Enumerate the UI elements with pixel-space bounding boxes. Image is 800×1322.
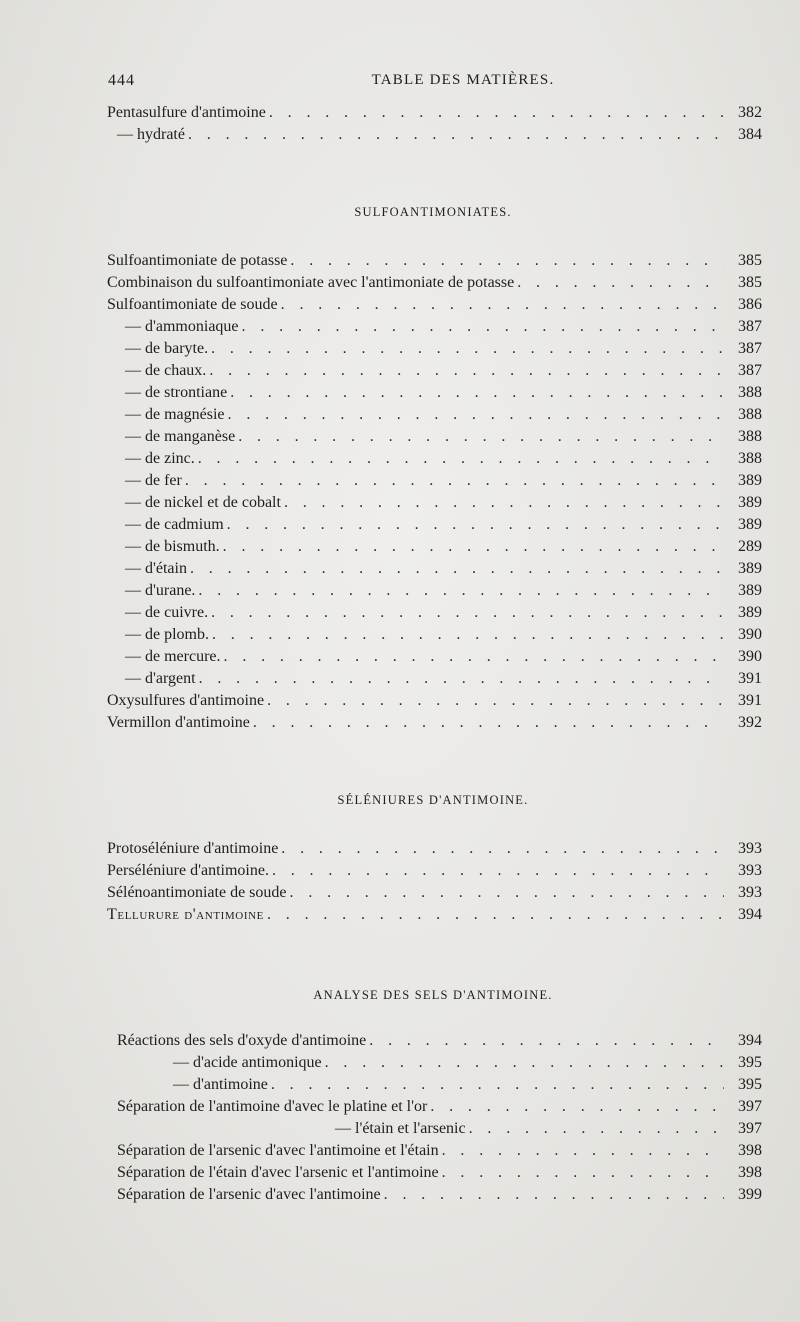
dot-leader <box>195 580 724 602</box>
toc-entry-label: — de magnésie <box>125 406 225 423</box>
toc-entry-page-number: 393 <box>738 840 762 857</box>
toc-entry <box>0 1118 762 1140</box>
toc-entry <box>0 102 762 124</box>
toc-entry-label: — de chaux. <box>125 362 207 379</box>
toc-list-sulfoantimoniates <box>0 250 800 734</box>
dot-leader <box>208 338 724 360</box>
toc-entry <box>0 514 762 536</box>
dot-leader <box>225 404 724 426</box>
toc-entry-page-number: 388 <box>738 406 762 423</box>
toc-entry-label: Séparation de l'arsenic d'avec l'antimoine <box>117 1186 381 1203</box>
toc-entry-label: — hydraté <box>117 126 185 143</box>
toc-entry-label: Sulfoantimoniate de soude <box>107 296 278 313</box>
toc-list-seleniures <box>0 838 800 926</box>
toc-entry <box>0 646 762 668</box>
toc-entry-page-number: 390 <box>738 648 762 665</box>
toc-entry-page-number: 394 <box>738 906 762 923</box>
toc-entry-label: — de manganèse <box>125 428 236 445</box>
toc-entry-label: — de cuivre. <box>125 604 209 621</box>
toc-entry <box>0 668 762 690</box>
toc-entry-label: Protoséléniure d'antimoine <box>107 840 279 857</box>
toc-entry-page-number: 389 <box>738 472 762 489</box>
toc-entry-label: Oxysulfures d'antimoine <box>107 692 265 709</box>
running-title: TABLE DES MATIÈRES. <box>371 72 555 88</box>
toc-entry-page-number: 385 <box>738 252 762 269</box>
toc-entry-page-number: 390 <box>738 626 762 643</box>
toc-entry <box>0 712 762 734</box>
toc-entry <box>0 124 762 146</box>
toc-entry-label: — de plomb. <box>125 626 209 643</box>
dot-leader <box>466 1118 724 1140</box>
toc-entry-label: Réactions des sels d'oxyde d'antimoine <box>117 1032 367 1049</box>
toc-entry-page-number: 398 <box>738 1164 762 1181</box>
toc-entry-page-number: 391 <box>738 670 762 687</box>
dot-leader <box>287 882 724 904</box>
dot-leader <box>278 838 724 860</box>
section-title-seleniures: SÉLÉNIURES D'ANTIMOINE. <box>337 793 529 807</box>
toc-entry <box>0 838 762 860</box>
dot-leader <box>235 426 724 448</box>
toc-entry <box>0 1096 762 1118</box>
section-title-sulfoantimoniates: SULFOANTIMONIATES. <box>354 205 512 219</box>
dot-leader <box>250 712 724 734</box>
toc-entry-label: — de baryte. <box>125 340 209 357</box>
toc-entry-page-number: 388 <box>738 384 762 401</box>
dot-leader <box>206 360 724 382</box>
toc-entry <box>0 580 762 602</box>
dot-leader <box>287 250 724 272</box>
page-header <box>108 72 758 94</box>
toc-entry-label: — de mercure. <box>125 648 221 665</box>
dot-leader <box>264 904 724 926</box>
dot-leader <box>439 1140 724 1162</box>
dot-leader <box>278 294 724 316</box>
dot-leader <box>381 1184 724 1206</box>
toc-entry <box>0 316 762 338</box>
toc-entry <box>0 1074 762 1096</box>
dot-leader <box>514 272 724 294</box>
toc-entry <box>0 294 762 316</box>
toc-entry-label: — d'antimoine <box>173 1076 268 1093</box>
toc-entry-label: — de cadmium <box>125 516 224 533</box>
toc-entry-page-number: 389 <box>738 494 762 511</box>
toc-entry-label: — d'ammoniaque <box>125 318 239 335</box>
dot-leader <box>221 646 724 668</box>
toc-entry <box>0 492 762 514</box>
toc-entry-page-number: 389 <box>738 604 762 621</box>
toc-entry <box>0 1140 762 1162</box>
dot-leader <box>322 1052 724 1074</box>
toc-entry-label: — l'étain et l'arsenic <box>335 1120 466 1137</box>
toc-entry-label: Séparation de l'arsenic d'avec l'antimoine et l'étain <box>117 1142 439 1159</box>
toc-entry <box>0 1052 762 1074</box>
dot-leader <box>427 1096 724 1118</box>
toc-entry <box>0 404 762 426</box>
dot-leader <box>196 668 724 690</box>
toc-entry <box>0 1030 762 1052</box>
toc-entry-label: Séparation de l'antimoine d'avec le platine et l'or <box>117 1098 428 1115</box>
toc-entry-label: — d'étain <box>125 560 187 577</box>
toc-entry-page-number: 382 <box>738 104 762 121</box>
dot-leader <box>266 102 724 124</box>
dot-leader <box>208 602 724 624</box>
toc-entry <box>0 558 762 580</box>
dot-leader <box>264 690 724 712</box>
toc-entry-page-number: 392 <box>738 714 762 731</box>
toc-entry <box>0 690 762 712</box>
section-title-analyse: ANALYSE DES SELS D'ANTIMOINE. <box>313 988 553 1002</box>
dot-leader <box>195 448 724 470</box>
toc-entry-page-number: 397 <box>738 1098 762 1115</box>
toc-entry-label: — de zinc. <box>125 450 195 467</box>
toc-entry <box>0 382 762 404</box>
toc-entry <box>0 1184 762 1206</box>
toc-entry-page-number: 388 <box>738 428 762 445</box>
toc-entry-label: Combinaison du sulfoantimoniate avec l'antimoniate de potasse <box>107 274 515 291</box>
toc-entry-label: — de fer <box>125 472 182 489</box>
toc-entry-page-number: 388 <box>738 450 762 467</box>
toc-entry-page-number: 393 <box>738 862 762 879</box>
toc-entry-label: — d'argent <box>125 670 196 687</box>
toc-entry <box>0 360 762 382</box>
toc-entry <box>0 470 762 492</box>
toc-entry-page-number: 389 <box>738 516 762 533</box>
toc-entry-page-number: 393 <box>738 884 762 901</box>
toc-entry-label: Sulfoantimoniate de potasse <box>107 252 288 269</box>
toc-entry <box>0 624 762 646</box>
toc-entry-page-number: 398 <box>738 1142 762 1159</box>
toc-entry-page-number: 384 <box>738 126 762 143</box>
dot-leader <box>182 470 724 492</box>
toc-entry-page-number: 289 <box>738 538 762 555</box>
dot-leader <box>439 1162 724 1184</box>
toc-entry-label: — d'acide antimonique <box>173 1054 322 1071</box>
dot-leader <box>281 492 724 514</box>
toc-entry-page-number: 385 <box>738 274 762 291</box>
toc-entry-page-number: 395 <box>738 1054 762 1071</box>
toc-entry-label: Vermillon d'antimoine <box>107 714 250 731</box>
toc-entry <box>0 1162 762 1184</box>
dot-leader <box>239 316 724 338</box>
toc-entry-label: Sélénoantimoniate de soude <box>107 884 287 901</box>
toc-entry-page-number: 394 <box>738 1032 762 1049</box>
toc-entry <box>0 536 762 558</box>
toc-entry-page-number: 387 <box>738 340 762 357</box>
toc-entry-page-number: 386 <box>738 296 762 313</box>
toc-list-analyse <box>0 1030 800 1206</box>
dot-leader <box>187 558 724 580</box>
dot-leader <box>209 624 724 646</box>
toc-entry-label: — de strontiane <box>125 384 228 401</box>
dot-leader <box>185 124 724 146</box>
toc-entry-label: Tellurure d'antimoine <box>107 906 264 923</box>
toc-entry-page-number: 399 <box>738 1186 762 1203</box>
toc-entry <box>0 448 762 470</box>
dot-leader <box>269 860 724 882</box>
dot-leader <box>224 514 724 536</box>
toc-entry-page-number: 387 <box>738 318 762 335</box>
toc-entry <box>0 250 762 272</box>
toc-entry-page-number: 387 <box>738 362 762 379</box>
toc-entry-page-number: 389 <box>738 560 762 577</box>
toc-entry-label: — de bismuth. <box>125 538 220 555</box>
toc-entry-page-number: 389 <box>738 582 762 599</box>
dot-leader <box>366 1030 724 1052</box>
dot-leader <box>220 536 724 558</box>
dot-leader <box>268 1074 724 1096</box>
toc-entry <box>0 272 762 294</box>
toc-entry-page-number: 395 <box>738 1076 762 1093</box>
toc-entry-page-number: 391 <box>738 692 762 709</box>
toc-entry <box>0 602 762 624</box>
toc-entry-page-number: 397 <box>738 1120 762 1137</box>
page-number: 444 <box>108 72 135 89</box>
toc-entry-label: — de nickel et de cobalt <box>125 494 281 511</box>
toc-entry <box>0 904 762 926</box>
toc-entry-label: — d'urane. <box>125 582 196 599</box>
toc-entry <box>0 882 762 904</box>
toc-entry-label: Séparation de l'étain d'avec l'arsenic et l'antimoine <box>117 1164 439 1181</box>
toc-entry-label: Pentasulfure d'antimoine <box>107 104 266 121</box>
toc-entry <box>0 426 762 448</box>
toc-entry <box>0 338 762 360</box>
toc-list-top <box>0 102 800 146</box>
toc-entry-label: Perséléniure d'antimoine. <box>107 862 269 879</box>
dot-leader <box>227 382 724 404</box>
toc-entry <box>0 860 762 882</box>
